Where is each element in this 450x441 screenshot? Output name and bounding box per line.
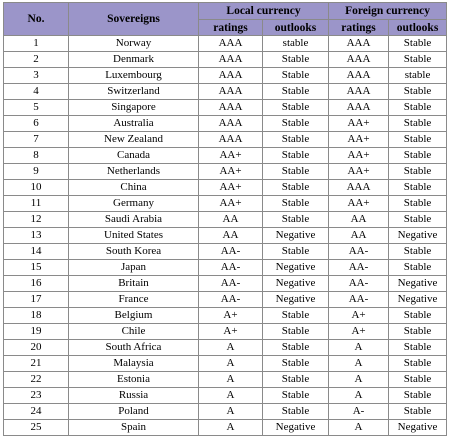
header-foreign-currency: Foreign currency — [329, 3, 447, 20]
cell-sovereign: Singapore — [69, 100, 199, 116]
cell-foreign-outlook: Stable — [389, 404, 447, 420]
cell-foreign-outlook: Stable — [389, 196, 447, 212]
cell-foreign-outlook: Negative — [389, 420, 447, 436]
cell-no: 13 — [4, 228, 69, 244]
cell-local-rating: AA — [199, 212, 263, 228]
cell-sovereign: Belgium — [69, 308, 199, 324]
table-row — [4, 180, 447, 196]
cell-local-rating: AA+ — [199, 180, 263, 196]
cell-foreign-outlook: Stable — [389, 212, 447, 228]
cell-local-outlook: Stable — [263, 132, 329, 148]
cell-foreign-outlook: Stable — [389, 164, 447, 180]
cell-no: 5 — [4, 100, 69, 116]
header-foreign-outlooks: outlooks — [389, 20, 447, 36]
cell-no: 16 — [4, 276, 69, 292]
cell-local-rating: AA- — [199, 292, 263, 308]
table-row — [4, 260, 447, 276]
cell-foreign-rating: AA+ — [329, 116, 389, 132]
cell-foreign-outlook: Stable — [389, 244, 447, 260]
cell-local-outlook: Stable — [263, 148, 329, 164]
cell-sovereign: Estonia — [69, 372, 199, 388]
cell-local-outlook: Stable — [263, 324, 329, 340]
cell-sovereign: Australia — [69, 116, 199, 132]
cell-no: 18 — [4, 308, 69, 324]
cell-no: 2 — [4, 52, 69, 68]
cell-foreign-outlook: Stable — [389, 84, 447, 100]
cell-no: 8 — [4, 148, 69, 164]
cell-foreign-outlook: Stable — [389, 340, 447, 356]
header-row-top — [4, 3, 447, 20]
header-no: No. — [4, 3, 69, 36]
cell-local-rating: A — [199, 372, 263, 388]
cell-sovereign: Britain — [69, 276, 199, 292]
table-row — [4, 292, 447, 308]
header-sovereigns: Sovereigns — [69, 3, 199, 36]
cell-foreign-rating: AA+ — [329, 196, 389, 212]
cell-no: 12 — [4, 212, 69, 228]
cell-local-rating: A — [199, 388, 263, 404]
cell-local-outlook: Stable — [263, 116, 329, 132]
cell-sovereign: France — [69, 292, 199, 308]
cell-foreign-outlook: Stable — [389, 356, 447, 372]
cell-local-outlook: Negative — [263, 292, 329, 308]
table-row — [4, 52, 447, 68]
cell-sovereign: New Zealand — [69, 132, 199, 148]
cell-local-outlook: Negative — [263, 228, 329, 244]
cell-foreign-outlook: Stable — [389, 116, 447, 132]
cell-local-rating: AAA — [199, 36, 263, 52]
cell-foreign-rating: AAA — [329, 52, 389, 68]
cell-foreign-rating: AA- — [329, 276, 389, 292]
cell-no: 11 — [4, 196, 69, 212]
cell-local-rating: AA — [199, 228, 263, 244]
cell-local-outlook: Stable — [263, 308, 329, 324]
cell-local-outlook: Stable — [263, 164, 329, 180]
cell-local-outlook: Stable — [263, 52, 329, 68]
cell-foreign-outlook: Negative — [389, 292, 447, 308]
header-local-ratings: ratings — [199, 20, 263, 36]
header-local-currency: Local currency — [199, 3, 329, 20]
cell-local-rating: AA- — [199, 260, 263, 276]
cell-no: 6 — [4, 116, 69, 132]
cell-no: 4 — [4, 84, 69, 100]
cell-no: 25 — [4, 420, 69, 436]
cell-local-rating: AA+ — [199, 148, 263, 164]
table-row — [4, 196, 447, 212]
table-body — [4, 36, 447, 436]
cell-foreign-rating: A — [329, 340, 389, 356]
cell-foreign-rating: AA+ — [329, 164, 389, 180]
table-row — [4, 404, 447, 420]
cell-foreign-rating: AA- — [329, 260, 389, 276]
cell-local-outlook: Negative — [263, 260, 329, 276]
cell-local-outlook: Stable — [263, 196, 329, 212]
cell-local-rating: AAA — [199, 116, 263, 132]
cell-local-outlook: Negative — [263, 420, 329, 436]
cell-no: 17 — [4, 292, 69, 308]
cell-foreign-rating: AA- — [329, 292, 389, 308]
cell-local-outlook: Stable — [263, 356, 329, 372]
cell-no: 19 — [4, 324, 69, 340]
cell-sovereign: Germany — [69, 196, 199, 212]
cell-foreign-rating: AA- — [329, 244, 389, 260]
cell-local-outlook: Stable — [263, 372, 329, 388]
cell-foreign-outlook: Negative — [389, 228, 447, 244]
cell-local-rating: AA+ — [199, 164, 263, 180]
cell-sovereign: Netherlands — [69, 164, 199, 180]
cell-foreign-rating: A — [329, 356, 389, 372]
table-row — [4, 212, 447, 228]
cell-local-rating: AAA — [199, 100, 263, 116]
cell-no: 14 — [4, 244, 69, 260]
cell-local-outlook: stable — [263, 36, 329, 52]
cell-foreign-outlook: Stable — [389, 148, 447, 164]
cell-sovereign: Canada — [69, 148, 199, 164]
table-row — [4, 340, 447, 356]
cell-foreign-rating: A+ — [329, 324, 389, 340]
table-header — [4, 3, 447, 36]
cell-no: 9 — [4, 164, 69, 180]
cell-sovereign: Poland — [69, 404, 199, 420]
cell-foreign-outlook: Negative — [389, 276, 447, 292]
cell-local-outlook: Stable — [263, 100, 329, 116]
cell-no: 15 — [4, 260, 69, 276]
cell-foreign-rating: A — [329, 388, 389, 404]
cell-local-rating: A+ — [199, 324, 263, 340]
table-row — [4, 68, 447, 84]
cell-foreign-rating: AA — [329, 212, 389, 228]
cell-local-outlook: Stable — [263, 404, 329, 420]
cell-local-rating: A — [199, 420, 263, 436]
table-row — [4, 388, 447, 404]
cell-sovereign: Malaysia — [69, 356, 199, 372]
table-row — [4, 228, 447, 244]
cell-sovereign: South Korea — [69, 244, 199, 260]
cell-no: 10 — [4, 180, 69, 196]
cell-local-outlook: Stable — [263, 212, 329, 228]
cell-foreign-rating: A+ — [329, 308, 389, 324]
cell-local-outlook: Stable — [263, 340, 329, 356]
cell-sovereign: Switzerland — [69, 84, 199, 100]
cell-local-rating: AA+ — [199, 196, 263, 212]
table-row — [4, 308, 447, 324]
cell-foreign-outlook: Stable — [389, 388, 447, 404]
cell-local-rating: AAA — [199, 68, 263, 84]
cell-sovereign: Luxembourg — [69, 68, 199, 84]
cell-foreign-rating: A — [329, 372, 389, 388]
cell-no: 21 — [4, 356, 69, 372]
cell-no: 3 — [4, 68, 69, 84]
cell-local-outlook: Stable — [263, 388, 329, 404]
cell-foreign-rating: AA+ — [329, 132, 389, 148]
cell-no: 20 — [4, 340, 69, 356]
cell-local-rating: AA- — [199, 276, 263, 292]
cell-foreign-outlook: Stable — [389, 180, 447, 196]
table-row — [4, 100, 447, 116]
cell-sovereign: Norway — [69, 36, 199, 52]
cell-foreign-rating: A- — [329, 404, 389, 420]
cell-foreign-outlook: Stable — [389, 52, 447, 68]
cell-foreign-outlook: stable — [389, 68, 447, 84]
cell-foreign-outlook: Stable — [389, 100, 447, 116]
cell-foreign-outlook: Stable — [389, 308, 447, 324]
cell-no: 24 — [4, 404, 69, 420]
cell-foreign-rating: AA — [329, 228, 389, 244]
cell-foreign-rating: AAA — [329, 100, 389, 116]
cell-foreign-rating: AAA — [329, 68, 389, 84]
cell-foreign-rating: AAA — [329, 180, 389, 196]
cell-foreign-rating: AA+ — [329, 148, 389, 164]
table-row — [4, 420, 447, 436]
cell-local-outlook: Stable — [263, 180, 329, 196]
header-local-outlooks: outlooks — [263, 20, 329, 36]
cell-local-rating: AA- — [199, 244, 263, 260]
table-row — [4, 244, 447, 260]
table-row — [4, 356, 447, 372]
cell-foreign-outlook: Stable — [389, 324, 447, 340]
cell-sovereign: United States — [69, 228, 199, 244]
cell-foreign-outlook: Stable — [389, 260, 447, 276]
cell-sovereign: Saudi Arabia — [69, 212, 199, 228]
cell-local-rating: AAA — [199, 132, 263, 148]
table-row — [4, 116, 447, 132]
cell-sovereign: China — [69, 180, 199, 196]
table-row — [4, 36, 447, 52]
table-row — [4, 324, 447, 340]
cell-no: 22 — [4, 372, 69, 388]
cell-foreign-outlook: Stable — [389, 132, 447, 148]
table-row — [4, 372, 447, 388]
sovereign-ratings-table — [3, 2, 447, 436]
cell-local-rating: A — [199, 404, 263, 420]
cell-local-rating: A — [199, 340, 263, 356]
cell-local-outlook: Stable — [263, 68, 329, 84]
cell-sovereign: Denmark — [69, 52, 199, 68]
cell-local-rating: AAA — [199, 52, 263, 68]
table-row — [4, 276, 447, 292]
cell-no: 7 — [4, 132, 69, 148]
table-row — [4, 132, 447, 148]
cell-local-outlook: Stable — [263, 244, 329, 260]
table-row — [4, 84, 447, 100]
header-foreign-ratings: ratings — [329, 20, 389, 36]
cell-local-rating: A+ — [199, 308, 263, 324]
cell-no: 23 — [4, 388, 69, 404]
table-row — [4, 148, 447, 164]
table-row — [4, 164, 447, 180]
cell-local-rating: AAA — [199, 84, 263, 100]
cell-sovereign: Chile — [69, 324, 199, 340]
cell-sovereign: Spain — [69, 420, 199, 436]
cell-local-rating: A — [199, 356, 263, 372]
cell-local-outlook: Negative — [263, 276, 329, 292]
cell-foreign-rating: AAA — [329, 84, 389, 100]
cell-sovereign: Russia — [69, 388, 199, 404]
cell-sovereign: Japan — [69, 260, 199, 276]
cell-foreign-outlook: Stable — [389, 36, 447, 52]
cell-foreign-rating: AAA — [329, 36, 389, 52]
cell-local-outlook: Stable — [263, 84, 329, 100]
cell-foreign-outlook: Stable — [389, 372, 447, 388]
cell-sovereign: South Africa — [69, 340, 199, 356]
cell-no: 1 — [4, 36, 69, 52]
cell-foreign-rating: A — [329, 420, 389, 436]
